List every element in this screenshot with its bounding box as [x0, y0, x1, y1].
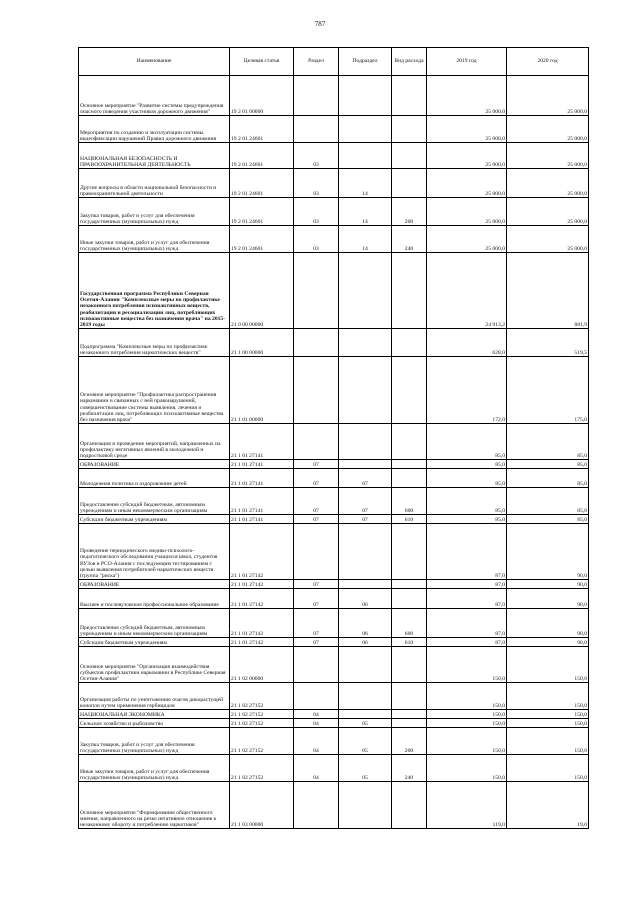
- row-amount-2019: 150,0: [427, 647, 507, 683]
- row-target-article: 21 1 01 27142: [230, 580, 294, 589]
- row-expense-type: [392, 143, 427, 169]
- row-section: [294, 329, 339, 357]
- table-row: [79, 710, 589, 719]
- row-subsection: 07: [339, 515, 392, 524]
- row-section: 03: [294, 226, 339, 253]
- row-target-article: 21 1 01 27141: [230, 460, 294, 469]
- row-target-article: 21 1 01 27142: [230, 589, 294, 609]
- row-target-article: 21 1 02 27152: [230, 755, 294, 782]
- row-amount-2020: 90,0: [507, 589, 589, 609]
- row-expense-type: 600: [392, 488, 427, 515]
- row-target-article: 21 1 01 27142: [230, 638, 294, 647]
- row-amount-2019: 25 000,0: [427, 226, 507, 253]
- table-row: [79, 728, 589, 755]
- row-amount-2019: 87,0: [427, 580, 507, 589]
- row-expense-type: 200: [392, 198, 427, 226]
- row-expense-type: [392, 589, 427, 609]
- header-section: Раздел: [294, 48, 339, 76]
- row-amount-2019: 85,0: [427, 460, 507, 469]
- row-amount-2020: 25 000,0: [507, 198, 589, 226]
- row-expense-type: 240: [392, 755, 427, 782]
- row-section: 03: [294, 198, 339, 226]
- row-name: Закупка товаров, работ и услуг для обеспечения государственных (муниципальных) нужд: [79, 198, 230, 226]
- row-amount-2020: 150,0: [507, 710, 589, 719]
- row-name: Иные закупки товаров, работ и услуг для обеспечения государственных (муниципальных) нужд: [79, 755, 230, 782]
- table-row: [79, 515, 589, 524]
- row-amount-2019: 150,0: [427, 683, 507, 710]
- row-section: 07: [294, 638, 339, 647]
- header-name: Наименование: [79, 48, 230, 76]
- row-name: Сельское хозяйство и рыболовство: [79, 719, 230, 728]
- header-year-2019: 2019 год: [427, 48, 507, 76]
- row-subsection: [339, 782, 392, 829]
- table-row: [79, 329, 589, 357]
- table-row: [79, 253, 589, 329]
- row-amount-2019: 119,0: [427, 782, 507, 829]
- row-amount-2019: 150,0: [427, 719, 507, 728]
- row-section: 04: [294, 728, 339, 755]
- row-amount-2020: 85,0: [507, 424, 589, 460]
- row-amount-2019: 25 000,0: [427, 76, 507, 116]
- row-amount-2020: 150,0: [507, 683, 589, 710]
- row-section: [294, 524, 339, 580]
- row-target-article: 21 1 03 00000: [230, 782, 294, 829]
- row-name: Иные закупки товаров, работ и услуг для обеспечения государственных (муниципальных) нужд: [79, 226, 230, 253]
- row-amount-2019: 87,0: [427, 589, 507, 609]
- budget-table: [78, 47, 589, 829]
- table-row: [79, 580, 589, 589]
- row-target-article: 19 2 01 24601: [230, 226, 294, 253]
- row-amount-2020: 150,0: [507, 647, 589, 683]
- row-amount-2019: 150,0: [427, 755, 507, 782]
- row-section: 07: [294, 589, 339, 609]
- row-name: Проведение периодического медико-психолого-педагогического обследования учащихся школ, студентов ВУЗов в РСО-Алания с последующим тестированием с целью выявления потребителей наркотических веществ (группа "риска"): [79, 524, 230, 580]
- row-name: Основное мероприятие "Профилактика распространения наркомании и связанных с ней правонарушений, совершенствование системы выявления, лечения и реабилитации лиц, потребляющих психоактивные вещества без назначения врача": [79, 357, 230, 424]
- table-row: [79, 755, 589, 782]
- row-name: Молодежная политика и оздоровление детей: [79, 469, 230, 488]
- table-row: [79, 469, 589, 488]
- table-row: [79, 143, 589, 169]
- row-section: [294, 424, 339, 460]
- row-amount-2020: 25 000,0: [507, 116, 589, 143]
- row-amount-2019: 150,0: [427, 710, 507, 719]
- row-expense-type: [392, 253, 427, 329]
- row-subsection: [339, 647, 392, 683]
- row-amount-2020: 19,0: [507, 782, 589, 829]
- row-subsection: [339, 524, 392, 580]
- row-target-article: 19 2 01 24601: [230, 143, 294, 169]
- row-target-article: 21 1 01 27142: [230, 609, 294, 638]
- row-expense-type: 240: [392, 226, 427, 253]
- table-row: [79, 357, 589, 424]
- row-name: НАЦИОНАЛЬНАЯ БЕЗОПАСНОСТЬ И ПРАВООХРАНИТЕЛЬНАЯ ДЕЯТЕЛЬНОСТЬ: [79, 143, 230, 169]
- row-expense-type: [392, 647, 427, 683]
- row-section: [294, 647, 339, 683]
- row-amount-2019: 85,0: [427, 488, 507, 515]
- row-subsection: [339, 76, 392, 116]
- row-name: НАЦИОНАЛЬНАЯ ЭКОНОМИКА: [79, 710, 230, 719]
- row-amount-2019: 85,0: [427, 424, 507, 460]
- row-target-article: 21 1 02 27152: [230, 719, 294, 728]
- row-expense-type: [392, 460, 427, 469]
- table-row: [79, 609, 589, 638]
- row-subsection: [339, 116, 392, 143]
- row-amount-2019: 25 000,0: [427, 198, 507, 226]
- table-row: [79, 719, 589, 728]
- row-expense-type: [392, 424, 427, 460]
- row-amount-2020: 25 000,0: [507, 143, 589, 169]
- row-name: Мероприятия по созданию и эксплуатации системы видеофиксации нарушений Правил дорожного движения: [79, 116, 230, 143]
- row-expense-type: [392, 357, 427, 424]
- row-expense-type: [392, 580, 427, 589]
- row-expense-type: [392, 719, 427, 728]
- row-name: Основное мероприятие "Формирование общественного мнения, направленного на резко негативное отношение к незаконному обороту и потреблению наркотиков": [79, 782, 230, 829]
- row-subsection: 07: [339, 469, 392, 488]
- row-subsection: 07: [339, 488, 392, 515]
- row-section: 04: [294, 719, 339, 728]
- row-expense-type: [392, 169, 427, 198]
- row-target-article: 19 2 01 24601: [230, 116, 294, 143]
- table-row: [79, 198, 589, 226]
- row-subsection: 14: [339, 226, 392, 253]
- table-row: [79, 488, 589, 515]
- row-subsection: [339, 253, 392, 329]
- table-row: [79, 226, 589, 253]
- table-row: [79, 589, 589, 609]
- row-expense-type: [392, 524, 427, 580]
- row-subsection: 05: [339, 719, 392, 728]
- row-amount-2020: 150,0: [507, 755, 589, 782]
- header-subsection: Подраздел: [339, 48, 392, 76]
- row-amount-2020: 85,0: [507, 460, 589, 469]
- row-name: Основное мероприятие "Развитие системы предупреждения опасного поведения участников дорожного движения": [79, 76, 230, 116]
- row-expense-type: [392, 469, 427, 488]
- row-subsection: [339, 683, 392, 710]
- row-amount-2020: 519,5: [507, 329, 589, 357]
- row-target-article: 19 2 01 00000: [230, 76, 294, 116]
- row-amount-2020: 881,9: [507, 253, 589, 329]
- row-subsection: 14: [339, 169, 392, 198]
- table-row: [79, 460, 589, 469]
- row-amount-2020: 25 000,0: [507, 169, 589, 198]
- table-row: [79, 524, 589, 580]
- row-section: 07: [294, 460, 339, 469]
- row-expense-type: [392, 683, 427, 710]
- row-name: Организация и проведение мероприятий, направленных на профилактику негативных явлений в молодежной и подростковой среде: [79, 424, 230, 460]
- row-section: 07: [294, 609, 339, 638]
- row-section: 04: [294, 755, 339, 782]
- table-row: [79, 638, 589, 647]
- row-name: Основное мероприятие "Организация взаимодействия субъектов профилактики наркомании в Республике Северная Осетия-Алания": [79, 647, 230, 683]
- row-name: Предоставление субсидий бюджетным, автономным учреждениям и иным некоммерческим организациям: [79, 609, 230, 638]
- row-amount-2020: 25 000,0: [507, 226, 589, 253]
- row-amount-2020: 175,0: [507, 357, 589, 424]
- row-section: 04: [294, 710, 339, 719]
- row-amount-2019: 25 000,0: [427, 116, 507, 143]
- row-section: [294, 683, 339, 710]
- row-subsection: [339, 329, 392, 357]
- table-row: [79, 683, 589, 710]
- row-section: 07: [294, 580, 339, 589]
- row-amount-2019: 85,0: [427, 515, 507, 524]
- row-name: Предоставление субсидий бюджетным, автономным учреждениям и иным некоммерческим организациям: [79, 488, 230, 515]
- row-amount-2020: 85,0: [507, 515, 589, 524]
- row-expense-type: [392, 710, 427, 719]
- row-amount-2019: 628,0: [427, 329, 507, 357]
- row-subsection: [339, 580, 392, 589]
- row-subsection: 05: [339, 728, 392, 755]
- table-row: [79, 76, 589, 116]
- row-name: Организация работы по уничтожению очагов дикорастущей конопли путем применения гербицидов: [79, 683, 230, 710]
- table-body: [79, 76, 589, 829]
- row-name: Субсидии бюджетным учреждениям: [79, 638, 230, 647]
- row-section: [294, 116, 339, 143]
- row-section: 07: [294, 488, 339, 515]
- row-amount-2020: 90,0: [507, 580, 589, 589]
- table-row: [79, 647, 589, 683]
- row-amount-2020: 90,0: [507, 524, 589, 580]
- row-subsection: 14: [339, 198, 392, 226]
- row-subsection: 05: [339, 755, 392, 782]
- row-target-article: 21 1 02 27152: [230, 728, 294, 755]
- row-subsection: [339, 460, 392, 469]
- row-target-article: 21 1 01 27141: [230, 424, 294, 460]
- table-row: [79, 782, 589, 829]
- row-amount-2019: 24 913,2: [427, 253, 507, 329]
- row-amount-2020: 90,0: [507, 638, 589, 647]
- row-name: Закупка товаров, работ и услуг для обеспечения государственных (муниципальных) нужд: [79, 728, 230, 755]
- row-name: ОБРАЗОВАНИЕ: [79, 460, 230, 469]
- row-amount-2019: 87,0: [427, 524, 507, 580]
- row-target-article: 21 1 00 00000: [230, 329, 294, 357]
- row-expense-type: 610: [392, 638, 427, 647]
- header-expense-type: Вид расхода: [392, 48, 427, 76]
- page-number: 787: [314, 20, 326, 28]
- row-expense-type: [392, 782, 427, 829]
- row-amount-2019: 172,0: [427, 357, 507, 424]
- row-section: 03: [294, 143, 339, 169]
- table-row: [79, 116, 589, 143]
- row-target-article: 19 2 01 24601: [230, 198, 294, 226]
- row-amount-2019: 150,0: [427, 728, 507, 755]
- row-section: 07: [294, 515, 339, 524]
- row-target-article: 21 1 01 27141: [230, 488, 294, 515]
- row-amount-2019: 25 000,0: [427, 143, 507, 169]
- row-subsection: [339, 143, 392, 169]
- row-subsection: [339, 357, 392, 424]
- row-expense-type: [392, 329, 427, 357]
- row-target-article: 21 1 02 27152: [230, 683, 294, 710]
- row-section: [294, 76, 339, 116]
- row-expense-type: 600: [392, 609, 427, 638]
- row-expense-type: [392, 76, 427, 116]
- row-name: Подпрограмма "Комплексные меры по профилактике незаконного потребления наркотических веществ": [79, 329, 230, 357]
- row-target-article: 21 1 01 27142: [230, 524, 294, 580]
- row-target-article: 21 1 01 00000: [230, 357, 294, 424]
- row-target-article: 19 2 01 24601: [230, 169, 294, 198]
- row-amount-2020: 150,0: [507, 728, 589, 755]
- table-row: [79, 169, 589, 198]
- row-amount-2020: 85,0: [507, 469, 589, 488]
- header-target-article: Целевая статья: [230, 48, 294, 76]
- row-amount-2019: 25 000,0: [427, 169, 507, 198]
- row-subsection: 06: [339, 638, 392, 647]
- row-target-article: 21 1 02 00000: [230, 647, 294, 683]
- row-subsection: [339, 710, 392, 719]
- row-section: 03: [294, 169, 339, 198]
- row-amount-2019: 87,0: [427, 638, 507, 647]
- row-subsection: 06: [339, 609, 392, 638]
- row-expense-type: 610: [392, 515, 427, 524]
- row-expense-type: [392, 116, 427, 143]
- row-name: Другие вопросы в области национальной безопасности и правоохранительной деятельности: [79, 169, 230, 198]
- row-section: 07: [294, 469, 339, 488]
- row-amount-2020: 150,0: [507, 719, 589, 728]
- row-subsection: 06: [339, 589, 392, 609]
- row-section: [294, 357, 339, 424]
- header-year-2020: 2020 год: [507, 48, 589, 76]
- row-name: Высшее и послевузовское профессиональное образование: [79, 589, 230, 609]
- table-row: [79, 424, 589, 460]
- row-amount-2019: 87,0: [427, 609, 507, 638]
- row-section: [294, 253, 339, 329]
- row-section: [294, 782, 339, 829]
- row-name: ОБРАЗОВАНИЕ: [79, 580, 230, 589]
- row-amount-2020: 85,0: [507, 488, 589, 515]
- row-amount-2019: 85,0: [427, 469, 507, 488]
- row-amount-2020: 25 000,0: [507, 76, 589, 116]
- row-target-article: 21 1 01 27141: [230, 469, 294, 488]
- row-subsection: [339, 424, 392, 460]
- row-name: Субсидии бюджетным учреждениям: [79, 515, 230, 524]
- row-target-article: 21 0 00 00000: [230, 253, 294, 329]
- row-name: Государственная программа Республики Северная Осетия-Алания "Комплексные меры по профилактике незаконного потребления психоактивных веществ, реабилитации и ресоциализации лиц, потребляющих психоактивные вещества без назначения врача" на 2015-2019 годы: [79, 253, 230, 329]
- row-target-article: 21 1 01 27141: [230, 515, 294, 524]
- table-header-row: [79, 48, 589, 76]
- row-target-article: 21 1 02 27152: [230, 710, 294, 719]
- row-expense-type: 200: [392, 728, 427, 755]
- row-amount-2020: 90,0: [507, 609, 589, 638]
